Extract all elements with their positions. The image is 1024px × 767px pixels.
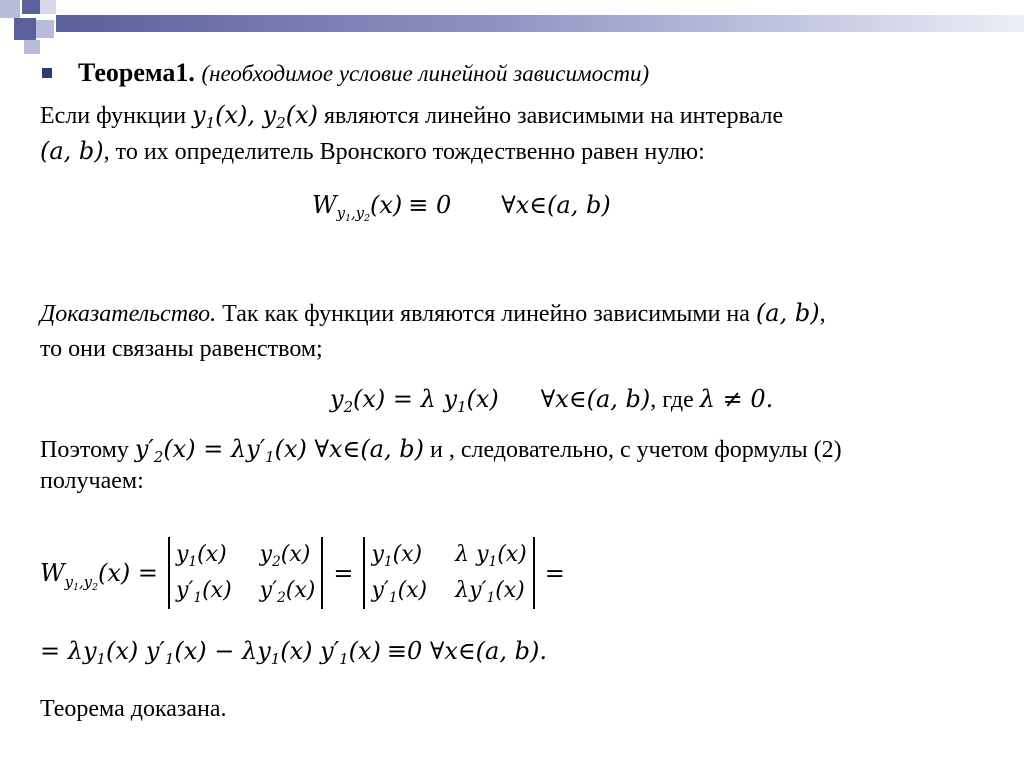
math-equals: = xyxy=(333,559,354,588)
slide-header-decoration xyxy=(0,0,1024,60)
formula-linear-relation xyxy=(330,384,773,415)
math-interval: (a, b) xyxy=(40,137,104,165)
decor-square xyxy=(36,20,54,38)
determinant-1: $y_1(x)$ $y_2(x)$ $y'_1(x)$ $y'_2(x)$ xyxy=(168,537,323,609)
theorem-title xyxy=(78,58,649,89)
math-relation: $y_2(x) = \lambda$ $y_1(x)$ xyxy=(330,385,499,417)
decor-square xyxy=(0,0,20,18)
theorem-name: Теорема1. xyxy=(78,58,195,87)
therefore-line-1 xyxy=(40,434,842,465)
statement-line-2 xyxy=(40,136,705,167)
formula-reference: (2) xyxy=(813,437,842,463)
formula-rhs: ≡0 ∀x∈(a, b). xyxy=(386,637,547,665)
proof-line-2: то они связаны равенством; xyxy=(40,336,323,362)
decor-square xyxy=(24,40,40,54)
proof-text: Так как функции являются линейно зависимыми на xyxy=(216,301,756,327)
formula-condition: ∀x∈(a, b) xyxy=(540,385,651,413)
determinant-2: $y_1(x)$ λ $y_1(x)$ $y'_1(x)$ $\lambda y'_1(x)$ xyxy=(363,537,534,609)
proof-text: , xyxy=(819,301,826,327)
formula-forall: ∀x∈(a, b) xyxy=(501,191,611,219)
math-equals: = xyxy=(544,559,565,588)
conclusion-text: Теорема доказана xyxy=(40,696,221,722)
math-wronskian: $W_{y_1,y_2}(x)$ = xyxy=(40,559,158,593)
therefore-line-2: получаем: xyxy=(40,468,144,494)
conclusion xyxy=(40,694,227,724)
decor-square xyxy=(22,0,40,14)
statement-text: Если функции xyxy=(40,103,193,129)
formula-wronskian-determinant xyxy=(40,532,565,613)
therefore-text: Поэтому xyxy=(40,437,135,463)
statement-text: являются линейно зависимыми на интервале xyxy=(317,103,784,129)
square-bullet-icon xyxy=(42,68,52,78)
theorem-subtitle: (необходимое условие линейной зависимости) xyxy=(201,61,650,86)
statement-text: , то их определитель Вронского тождественно равен нулю: xyxy=(103,139,705,165)
proof-label: Доказательство. xyxy=(40,301,217,327)
therefore-text: и , следовательно, с учетом формулы xyxy=(423,437,814,463)
math-derivative-relation: $y'_2(x) = \lambda y'_1(x)$ ∀x∈(a, b) xyxy=(134,435,424,467)
formula-expansion xyxy=(40,636,547,667)
header-band xyxy=(56,15,1024,32)
math-expansion: = $\lambda y_1(x) y'_1(x) - \lambda y_1(x)$ $y'_1(x)$ xyxy=(40,637,381,669)
math-interval: (a, b) xyxy=(755,299,820,327)
statement-line-1 xyxy=(40,100,783,131)
decor-square xyxy=(40,0,56,14)
math-wronskian: $W_{y_1,y_2}(x)$ xyxy=(312,191,403,225)
proof-line-1 xyxy=(40,298,826,329)
conclusion-dot: . xyxy=(220,696,227,722)
decor-square xyxy=(14,18,36,40)
formula-wronskian-zero xyxy=(312,190,611,225)
formula-tail-text: , где xyxy=(650,387,700,413)
formula-tail-math: λ ≠ 0. xyxy=(699,385,774,413)
formula-rhs: ≡ 0 xyxy=(408,191,452,219)
math-functions: $y_1(x)$, $y_2(x)$ xyxy=(192,101,318,133)
